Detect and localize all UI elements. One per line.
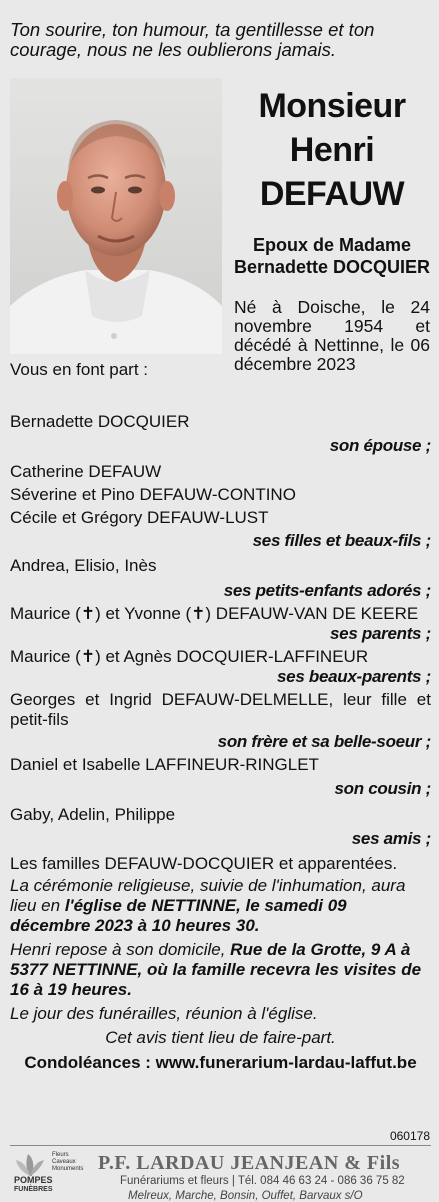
last-name: DEFAUW <box>259 175 405 213</box>
title: Monsieur <box>258 87 406 125</box>
spouse-line-1: Epoux de Madame <box>252 235 412 255</box>
family-name: Maurice (✝) et Agnès DOCQUIER-LAFFINEUR <box>10 647 369 666</box>
family-group-1 <box>10 412 431 456</box>
funeral-day-note: Le jour des funérailles, réunion à l'église. <box>10 1004 318 1023</box>
notice-disclaimer: Cet avis tient lieu de faire-part. <box>105 1028 336 1047</box>
family-group-8 <box>10 805 431 849</box>
first-name: Henri <box>289 131 375 169</box>
family-group-6 <box>10 690 431 752</box>
logo-brand <box>14 1176 53 1194</box>
funeral-home-footer <box>10 1145 431 1202</box>
logo-line: Monuments <box>52 1166 84 1172</box>
family-relation: son cousin ; <box>334 779 431 798</box>
family-group-3 <box>10 556 431 601</box>
logo-line: Fleurs <box>52 1152 69 1158</box>
intro-line: Vous en font part : <box>10 360 148 379</box>
family-group-7 <box>10 755 431 799</box>
families-line: Les familles DEFAUW-DOCQUIER et apparentées. <box>10 854 398 873</box>
logo-brand-line: FUNÈBRES <box>14 1186 53 1193</box>
family-name: Bernadette DOCQUIER <box>10 412 190 431</box>
family-relation: ses beaux-parents ; <box>277 667 431 686</box>
family-relation: son frère et sa belle-soeur ; <box>217 732 431 751</box>
family-relation: ses parents ; <box>330 624 431 643</box>
family-name: Georges et Ingrid DEFAUW-DELMELLE, leur fille et petit-fils <box>10 690 431 729</box>
family-name: Daniel et Isabelle LAFFINEUR-RINGLET <box>10 755 319 774</box>
ceremony-location: l'église de NETTINNE, le samedi 09 décembre 2023 à 10 heures 30. <box>10 896 347 935</box>
family-name: Maurice (✝) et Yvonne (✝) DEFAUW-VAN DE KEERE <box>10 604 419 623</box>
logo-line: Caveaux <box>52 1159 76 1165</box>
portrait-photo <box>10 78 222 354</box>
family-group-5 <box>10 647 431 687</box>
spouse-line-2: Bernadette DOCQUIER <box>233 257 431 277</box>
funeral-home-contact: Funérariums et fleurs | Tél. 084 46 63 24 - 086 36 75 82 <box>120 1175 405 1187</box>
family-name: Andrea, Elisio, Inès <box>10 556 157 575</box>
funeral-home-locations: Melreux, Marche, Bonsin, Ouffet, Barvaux s/O <box>128 1190 363 1202</box>
ceremony-info <box>10 876 431 1048</box>
birth-death-info: Né à Doische, le 24 novembre 1954 et décédé à Nettinne, le 06 décembre 2023 <box>234 297 430 374</box>
condolences-link[interactable]: Condoléances : www.funerarium-lardau-laffut.be <box>24 1053 417 1072</box>
ceremony-text: La cérémonie religieuse, suivie de l'inhumation, aura lieu en <box>10 876 406 915</box>
funeral-home-logo <box>10 1148 85 1193</box>
family-name: Cécile et Grégory DEFAUW-LUST <box>10 508 269 527</box>
family-name: Catherine DEFAUW <box>10 462 162 481</box>
family-group-4 <box>10 604 431 644</box>
logo-services <box>52 1152 83 1173</box>
funeral-home-name: P.F. LARDAU JEANJEAN & Fils <box>98 1152 401 1174</box>
reference-number: 060178 <box>389 1129 430 1143</box>
family-relation: son épouse ; <box>329 436 431 455</box>
memorial-quote: Ton sourire, ton humour, ta gentillesse et ton courage, nous ne les oublierons jamais. <box>10 19 375 60</box>
family-name: Gaby, Adelin, Philippe <box>10 805 176 824</box>
visitation-paragraph <box>10 940 431 1000</box>
logo-brand-line: POMPES <box>14 1175 53 1185</box>
deceased-name <box>232 84 432 216</box>
family-name: Séverine et Pino DEFAUW-CONTINO <box>10 485 296 504</box>
family-group-2 <box>10 462 431 551</box>
notice-body <box>10 358 431 1073</box>
visitation-text: Henri repose à son domicile, <box>10 940 231 959</box>
flower-icon <box>10 1148 50 1178</box>
visitation-address: Rue de la Grotte, 9 A à 5377 NETTINNE, où la famille recevra les visites de 16 à 19 heures. <box>10 940 422 999</box>
family-relation: ses petits-enfants adorés ; <box>223 581 431 600</box>
family-relation: ses amis ; <box>351 829 431 848</box>
spouse-line <box>232 234 432 278</box>
family-relation: ses filles et beaux-fils ; <box>252 531 431 550</box>
ceremony-paragraph <box>10 876 431 936</box>
